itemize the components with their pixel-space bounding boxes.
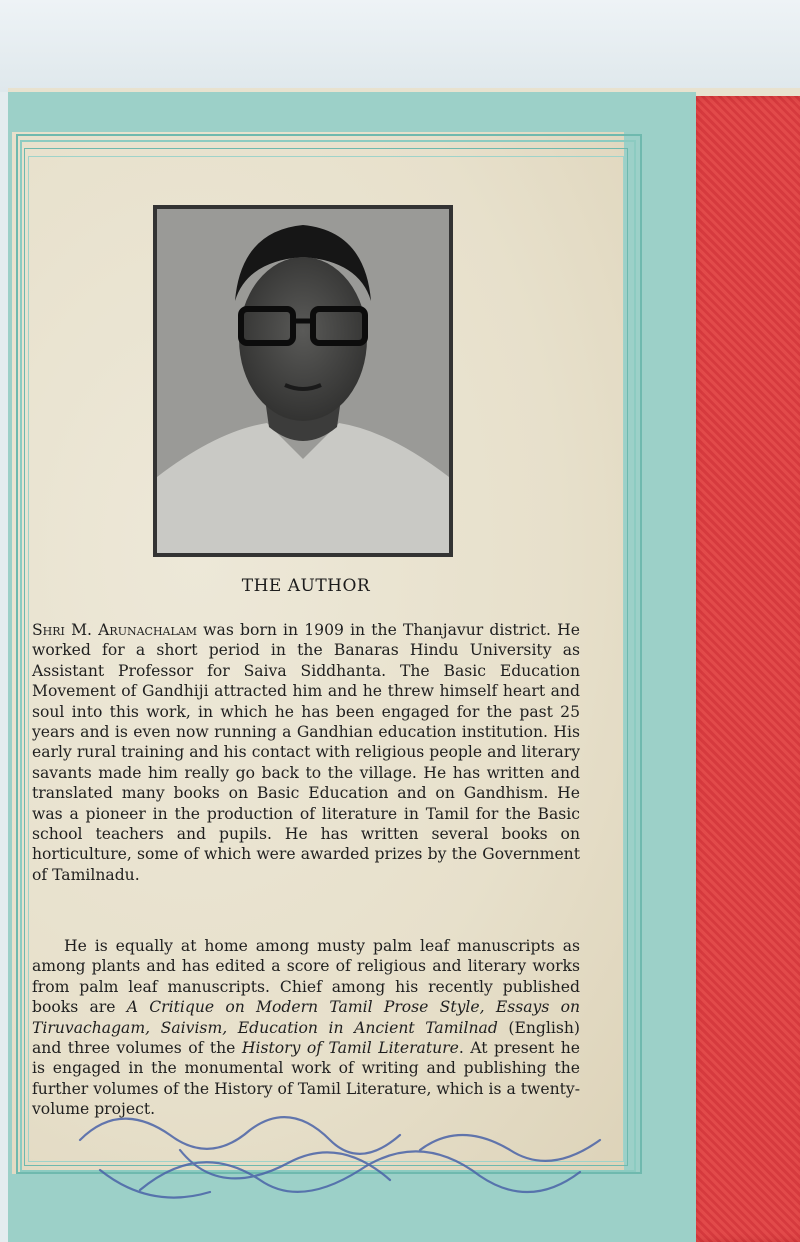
author-portrait-icon	[157, 209, 449, 553]
bio-text-2e: . At present he is engaged in the monumental work of writing and publishing the further volumes of the History of Tamil Literature, which is a twenty-volume project.	[32, 1039, 580, 1119]
bio-text: was born in 1909 in the Thanjavur district. He worked for a short period in the Banaras Hindu University as Assistant Professor for Saiva Siddhanta. The Basic Education Movement of Gandhiji attracted him and he threw himself heart and soul into this work, in which he has been engaged for the past 25 years and is even now running a Gandhian education institution. His early rural training and his contact with religious people and literary savants made him really go back to the village. He has written and translated many books on Basic Education and on Gandhism. He was a pioneer in the production of literature in Tamil for the Basic school teachers and pupils. He has written several books on horticulture, some of which were awarded prizes by the Government of Tamilnadu.	[32, 621, 580, 884]
bio-text-2c: (English) and three volumes of the	[32, 1018, 580, 1058]
author-heading: THE AUTHOR	[241, 576, 371, 596]
scanner-background	[0, 0, 800, 92]
author-photo	[157, 209, 449, 553]
book-titles: A Critique on Modern Tamil Prose Style, Essays on Tiruvachagam, Saivism, Education in Ancient Tamilnad	[32, 998, 581, 1037]
book-title-history: History of Tamil Literature	[241, 1039, 459, 1058]
author-name: Shri M. Arunachalam	[32, 621, 198, 639]
bio-text-2a: He is equally at home among musty palm leaf manuscripts as among plants and has edited a score of religious and literary works from palm leaf manuscripts. Chief among his recently published books are	[32, 937, 580, 1017]
handwritten-signature-icon	[60, 1080, 640, 1230]
book-spine	[688, 96, 800, 1242]
author-bio-paragraph-1	[32, 620, 580, 885]
